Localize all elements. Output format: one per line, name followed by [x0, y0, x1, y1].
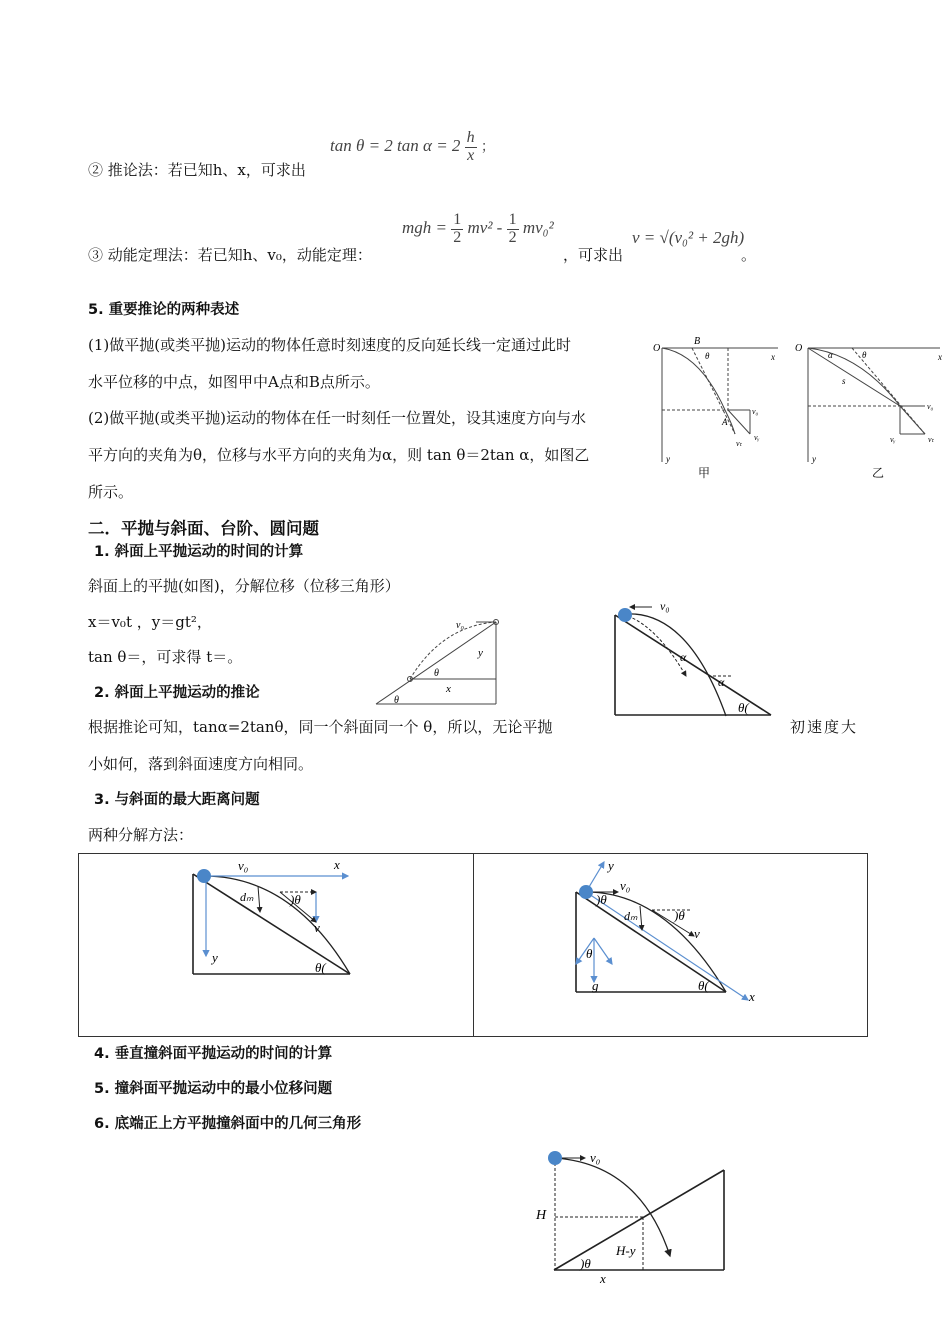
inference-formula: [330, 130, 495, 165]
method1-figure: [182, 856, 362, 982]
geometric-triangle-figure: [530, 1144, 730, 1286]
inference-method-text: ② 推论法：若已知h、x，可求出: [88, 161, 306, 179]
jia-y: y: [666, 454, 670, 464]
s1-heading: 1. 斜面上平抛运动的时间的计算: [94, 544, 304, 560]
kinetic-energy-formula: [402, 212, 554, 247]
jia-x: x: [771, 352, 775, 362]
jia-B: B: [694, 336, 701, 347]
ball-icon-bottom: [548, 1151, 562, 1165]
incline-displacement-figure: [372, 612, 502, 708]
half-fraction-2: [507, 212, 519, 247]
s3-p1: 两种分解方法：: [88, 826, 194, 844]
m1-y: y: [212, 950, 218, 965]
yi-O: O: [795, 343, 803, 354]
yi-x: x: [938, 352, 942, 362]
jia-v0: v₀: [752, 407, 759, 416]
m1-x: x: [334, 857, 340, 872]
jia-O: O: [653, 343, 661, 354]
s2-heading: 2. 斜面上平抛运动的推论: [94, 685, 260, 701]
section5-p2c: 所示。: [88, 483, 134, 501]
slope-alpha-2: α: [718, 675, 725, 689]
bottom-v0: v₀: [590, 1150, 601, 1165]
half-den-2: 2: [508, 228, 517, 246]
m2-theta: )θ: [674, 908, 685, 923]
figure-jia: [650, 334, 785, 482]
incline-y: y: [478, 647, 483, 659]
formula-mid: mv² -: [467, 218, 503, 238]
formula-tail: ；: [480, 140, 495, 156]
yi-alpha: α: [828, 350, 833, 360]
figure-yi: [790, 334, 945, 482]
slope-theta: θ(: [738, 700, 749, 715]
section5-p2a: (2)做平抛(或类平抛)运动的物体在任一时刻任一位置处，设其速度方向与水: [88, 409, 586, 427]
slope-alpha-1: α: [680, 650, 687, 664]
m2-theta-g: θ: [586, 946, 593, 961]
section-two-heading: 二．平抛与斜面、台阶、圆问题: [88, 519, 319, 538]
yi-theta: θ: [862, 350, 867, 360]
m2-dm: dₘ: [624, 909, 638, 923]
jia-theta: θ: [705, 351, 710, 361]
m2-y: y: [608, 858, 614, 873]
yi-s: s: [842, 376, 846, 386]
m1-v0: v₀: [238, 858, 249, 873]
jia-vy: vᵧ: [754, 433, 760, 442]
velocity-result-formula: v = √(v₀² + 2gh): [632, 228, 745, 247]
section5-heading: 5. 重要推论的两种表述: [88, 302, 240, 318]
s2-p1b: 初速度大: [790, 718, 859, 736]
section5-p2b: 平方向的夹角为θ，位移与水平方向的夹角为α，则 tan θ＝2tan α，如图乙: [88, 446, 590, 464]
s2-p1a: 根据推论可知，tanα=2tanθ，同一个斜面同一个 θ，所以，无论平抛: [88, 718, 553, 736]
fraction-denominator: x: [467, 146, 475, 164]
ball-icon-method1: [197, 869, 211, 883]
ball-icon-method2: [579, 885, 593, 899]
s3-heading: 3. 与斜面的最大距离问题: [94, 792, 260, 808]
m2-theta-top: )θ: [596, 892, 607, 907]
formula-end: mv₀²: [522, 218, 554, 238]
yi-vt: vₜ: [928, 435, 934, 444]
m2-v: v: [694, 926, 700, 941]
s4-heading: 4. 垂直撞斜面平抛运动的时间的计算: [94, 1046, 333, 1062]
s2-p2: 小如何，落到斜面速度方向相同。: [88, 755, 314, 773]
bottom-x: x: [600, 1271, 606, 1286]
method2-figure: [566, 856, 766, 1004]
bottom-H: H: [536, 1208, 547, 1223]
m2-v0: v₀: [620, 878, 631, 893]
m1-theta-base: θ(: [315, 960, 326, 975]
half-num-2: 1: [508, 211, 517, 228]
incline-theta-upper: θ: [434, 668, 439, 679]
ball-icon: [618, 608, 632, 622]
h-over-x-fraction: [465, 130, 477, 165]
line-end-mark: 。: [741, 246, 757, 264]
half-fraction-1: [451, 212, 463, 247]
formula-text: tan θ = 2 tan α = 2: [330, 136, 461, 156]
inference-method-line: [88, 159, 306, 180]
slope-landing-figure: [608, 598, 780, 720]
kinetic-energy-text: ③ 动能定理法：若已知h、v₀，动能定理：: [88, 246, 372, 264]
s5-heading: 5. 撞斜面平抛运动中的最小位移问题: [94, 1081, 333, 1097]
jia-A: A: [722, 417, 728, 427]
s1-p2: x＝v₀t ，y＝gt²，: [88, 613, 212, 631]
yi-y: y: [812, 454, 816, 464]
can-find-text: ，可求出: [563, 246, 624, 264]
m2-g: g: [592, 978, 599, 993]
s6-heading: 6. 底端正上方平抛撞斜面中的几何三角形: [94, 1116, 362, 1132]
s1-p3: tan θ＝，可求得 t＝。: [88, 648, 243, 666]
section5-p1b: 水平位移的中点，如图甲中A点和B点所示。: [88, 373, 380, 391]
jia-vt: vₜ: [736, 439, 742, 448]
s1-p1: 斜面上的平抛(如图)，分解位移（位移三角形）: [88, 577, 400, 595]
half-den: 2: [453, 228, 462, 246]
m1-theta: )θ: [290, 892, 301, 907]
m1-v: v: [314, 920, 320, 935]
kinetic-energy-line: [88, 244, 372, 265]
figure-yi-caption: 乙: [872, 466, 885, 480]
figure-jia-caption: 甲: [698, 466, 711, 480]
yi-vy: vᵧ: [890, 435, 896, 444]
slope-v0: v₀: [660, 599, 670, 613]
m1-dm: dₘ: [240, 890, 254, 904]
incline-theta: θ: [394, 695, 399, 706]
m2-x: x: [749, 989, 755, 1004]
yi-v0: v₀: [927, 402, 934, 411]
section5-p1a: (1)做平抛(或类平抛)运动的物体任意时刻速度的反向延长线一定通过此时: [88, 336, 571, 354]
bottom-theta: )θ: [580, 1256, 591, 1271]
half-num: 1: [453, 211, 462, 228]
incline-x: x: [446, 683, 451, 695]
incline-v0: v₀: [456, 620, 464, 631]
bottom-Hy: H-y: [616, 1243, 636, 1258]
m2-theta-base: θ(: [698, 978, 709, 993]
fraction-numerator: h: [466, 129, 475, 146]
formula-lhs: mgh =: [402, 218, 447, 238]
